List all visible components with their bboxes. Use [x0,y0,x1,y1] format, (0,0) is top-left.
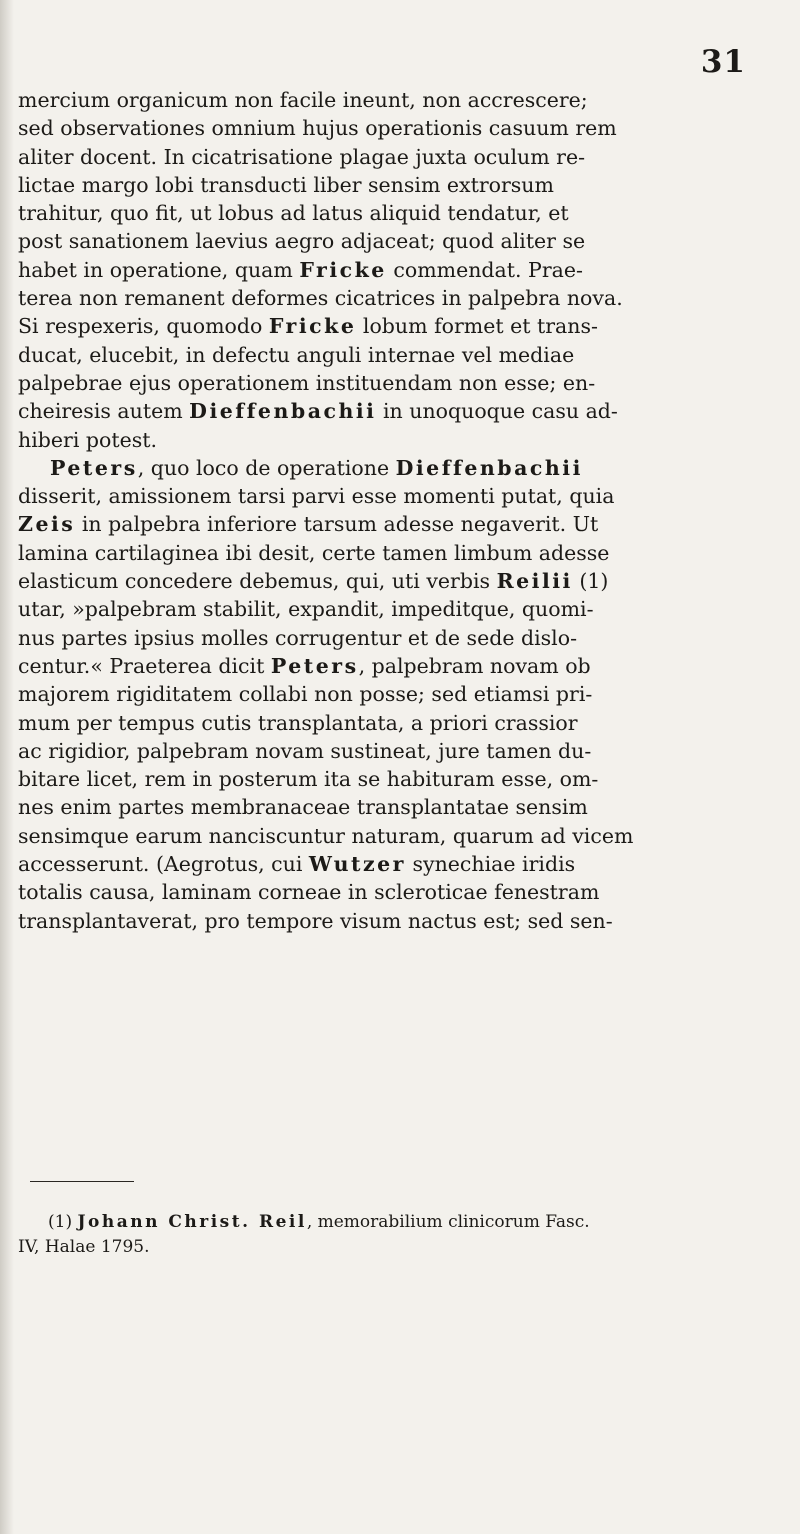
text-line [18,878,788,906]
text-line [18,709,788,737]
text-segment: terea non remanent deformes cicatrices in palpebra nova. [18,286,623,311]
text-line [18,426,788,454]
text-line [18,199,788,227]
text-segment: mum per tempus cutis transplantata, a priori crassior [18,710,578,735]
text-segment: hiberi potest. [18,427,157,452]
text-line [18,227,788,255]
text-segment: nus partes ipsius molles corrugentur et de sede dislo- [18,625,577,650]
text-segment: sed observationes omnium hujus operationis casuum rem [18,116,617,141]
text-line [18,907,788,935]
text-segment: synechiae iridis [405,852,576,877]
text-segment: ac rigidior, palpebram novam sustineat, jure tamen du- [18,738,592,763]
text-line [18,341,788,369]
text-segment: lobum formet et trans- [356,314,598,339]
author-name: Johann Christ. Reil [77,1212,307,1232]
text-segment: (1) [48,1212,78,1232]
text-segment: totalis causa, laminam corneae in scleroticae fenestram [18,880,600,905]
author-name: Fricke [268,314,357,339]
text-line [18,567,788,595]
author-name: Zeis [18,512,76,537]
text-line [18,482,788,510]
text-line [18,680,788,708]
footnote-line [18,1210,788,1235]
text-segment: transplantaverat, pro tempore visum nactus est; sed sen- [18,908,613,933]
text-segment: (1) [572,569,609,594]
text-segment: post sanationem laevius aegro adjaceat; quod aliter se [18,229,586,254]
text-segment: trahitur, quo fit, ut lobus ad latus aliquid tendatur, et [18,201,569,226]
footnote-rule [30,1181,134,1182]
text-line [18,86,788,114]
text-segment: centur.« Praeterea dicit [18,653,271,678]
text-line [18,171,788,199]
text-segment: aliter docent. In cicatrisatione plagae juxta oculum re- [18,144,586,169]
author-name: Peters [50,455,138,480]
text-line [18,397,788,425]
text-segment: IV, Halae 1795. [18,1237,150,1257]
text-segment: , quo loco de operatione [137,455,396,480]
text-segment: majorem rigiditatem collabi non posse; sed etiamsi pri- [18,682,593,707]
text-segment: nes enim partes membranaceae transplantatae sensim [18,795,588,820]
text-line [18,143,788,171]
text-segment: in unoquoque casu ad- [376,399,618,424]
text-line [18,256,788,284]
text-segment: in palpebra inferiore tarsum adesse negaverit. Ut [75,512,599,537]
author-name: Dieffenbachii [189,399,377,424]
text-line [18,510,788,538]
text-segment: accesserunt. (Aegrotus, cui [18,852,309,877]
author-name: Peters [270,653,359,678]
author-name: Reilii [496,569,573,594]
body-text [18,86,788,935]
page-gutter-shadow [0,0,14,1534]
page-number: 31 [700,44,746,80]
text-line [18,793,788,821]
text-segment: cheiresis autem [18,399,190,424]
text-segment: , palpebram novam ob [358,653,591,678]
text-line [18,312,788,340]
text-segment: bitare licet, rem in posterum ita se habituram esse, om- [18,767,599,792]
text-line [18,595,788,623]
footnote [18,1210,788,1260]
text-segment: elasticum concedere debemus, qui, uti verbis [18,569,497,594]
text-line [18,652,788,680]
text-line [18,737,788,765]
text-line [18,454,788,482]
author-name: Dieffenbachii [395,455,583,480]
text-segment: palpebrae ejus operationem instituendam non esse; en- [18,370,596,395]
text-segment: lamina cartilaginea ibi desit, certe tamen limbum adesse [18,540,610,565]
text-line [18,822,788,850]
text-segment: habet in operatione, quam [18,257,300,282]
text-segment: Si respexeris, quomodo [18,314,269,339]
text-segment: utar, »palpebram stabilit, expandit, impeditque, quomi- [18,597,594,622]
text-segment: mercium organicum non facile ineunt, non accrescere; [18,88,588,112]
text-line [18,765,788,793]
author-name: Wutzer [308,852,406,877]
author-name: Fricke [299,257,387,282]
text-line [18,284,788,312]
text-line [18,539,788,567]
text-segment: , memorabilium clinicorum Fasc. [306,1212,590,1232]
text-line [18,369,788,397]
text-segment: commendat. Prae- [386,257,583,282]
text-segment: ducat, elucebit, in defectu anguli internae vel mediae [18,342,575,367]
text-line [18,850,788,878]
text-segment: disserit, amissionem tarsi parvi esse momenti putat, quia [18,484,615,509]
text-line [18,624,788,652]
footnote-line [18,1235,788,1260]
text-segment: sensimque earum nanciscuntur naturam, quarum ad vicem [18,823,634,848]
text-line [18,114,788,142]
text-segment: lictae margo lobi transducti liber sensim extrorsum [18,172,554,197]
